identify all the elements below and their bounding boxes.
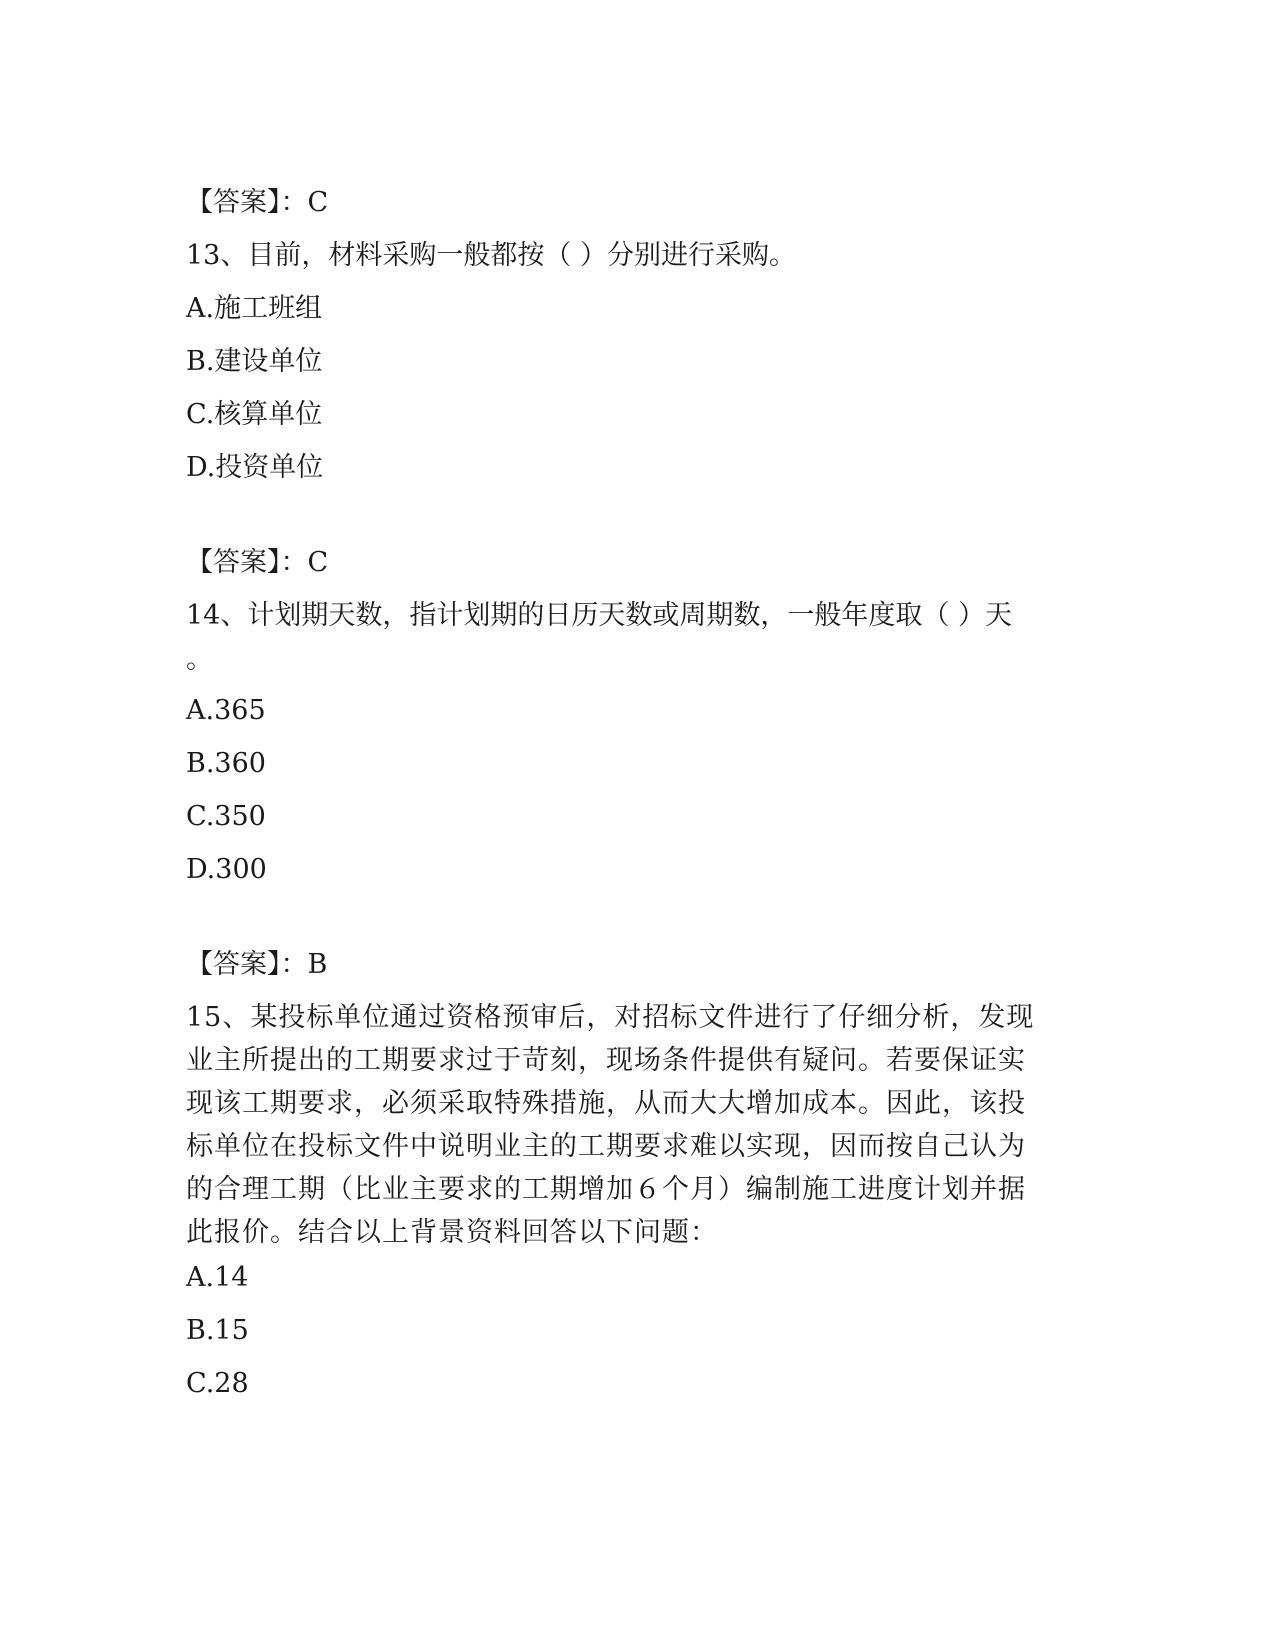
option-d: D.300 <box>186 854 267 885</box>
option-a: A.14 <box>186 1262 249 1293</box>
question-text: 13、目前，材料采购一般都按（ ）分别进行采购。 <box>186 240 796 271</box>
answer-label: 【答案】：C <box>186 187 329 218</box>
option-c: C.核算单位 <box>186 399 323 430</box>
option-b: B.15 <box>186 1315 249 1346</box>
option-b: B.建设单位 <box>186 346 323 377</box>
option-b: B.360 <box>186 748 266 779</box>
option-d: D.投资单位 <box>186 452 324 483</box>
answer-label: 【答案】：B <box>186 949 328 980</box>
option-c: C.28 <box>186 1368 249 1399</box>
question-text-continuation: 。 <box>186 644 213 675</box>
question-text: 14、计划期天数，指计划期的日历天数或周期数，一般年度取（ ）天 <box>186 600 1012 631</box>
answer-label: 【答案】：C <box>186 547 329 578</box>
option-c: C.350 <box>186 801 266 832</box>
option-a: A.施工班组 <box>186 293 323 324</box>
question-text: 15、某投标单位通过资格预审后，对招标文件进行了仔细分析，发现 业主所提出的工期要求过于苛刻，现场条件提供有疑问。若要保证实 现该工期要求，必须采取特殊措施，从而大大增加成本。因此，该投 标单位在投标文件中说明业主的工期要求难以实现，因而按自己认为 的合理工期（比业主要求的工期增加６个月）编制施工进度计划并据 此报价。结合以上背景资料回答以下问题： <box>186 1002 1035 1248</box>
option-a: A.365 <box>186 695 266 726</box>
